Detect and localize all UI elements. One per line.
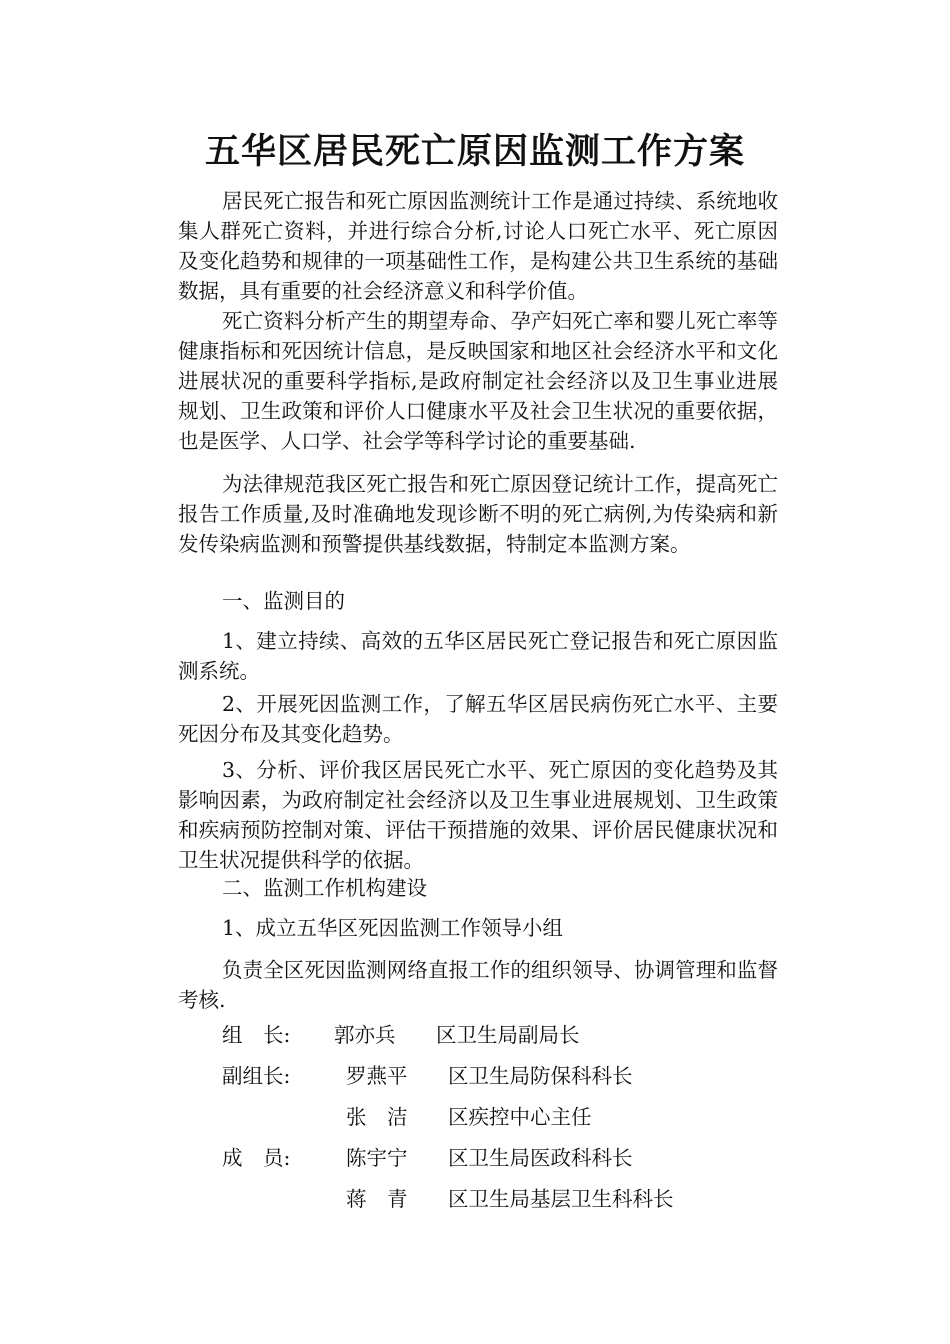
section-1-item-2: 2、开展死因监测工作，了解五华区居民病伤死亡水平、主要死因分布及其变化趋势。 [178,692,778,746]
member-name: 郭亦兵 [334,1023,396,1047]
member-role: 成 员: [222,1146,291,1170]
member-name: 蒋 青 [346,1187,408,1211]
member-post: 区卫生局防保科科长 [448,1064,633,1088]
member-post: 区卫生局医政科科长 [448,1146,633,1170]
section-1-item-3: 3、分析、评价我区居民死亡水平、死亡原因的变化趋势及其影响因素，为政府制定社会经济以及卫生事业进展规划、卫生政策和疾病预防控制对策、评估干预措施的效果、评价居民健康状况和卫生状况提供科学的依据。 [178,758,778,872]
document-title: 五华区居民死亡原因监测工作方案 [204,132,745,172]
member-name: 罗燕平 [346,1064,408,1088]
section-2-heading: 二、监测工作机构建设 [222,876,427,900]
intro-paragraph-1: 居民死亡报告和死亡原因监测统计工作是通过持续、系统地收集人群死亡资料，并进行综合分析,讨论人口死亡水平、死亡原因及变化趋势和规律的一项基础性工作，是构建公共卫生系统的基础数据，具有重要的社会经济意义和科学价值。 [178,189,778,303]
member-post: 区疾控中心主任 [448,1105,592,1129]
member-post: 区卫生局基层卫生科科长 [448,1187,674,1211]
member-post: 区卫生局副局长 [436,1023,580,1047]
member-role: 组 长: [222,1023,291,1047]
member-name: 陈宇宁 [346,1146,408,1170]
member-name: 张 洁 [346,1105,408,1129]
intro-paragraph-2: 死亡资料分析产生的期望寿命、孕产妇死亡率和婴儿死亡率等健康指标和死因统计信息，是反映国家和地区社会经济水平和文化进展状况的重要科学指标,是政府制定社会经济以及卫生事业进展规划、卫生政策和评价人口健康水平及社会卫生状况的重要依据，也是医学、人口学、社会学等科学讨论的重要基础. [178,309,778,453]
section-1-item-1: 1、建立持续、高效的五华区居民死亡登记报告和死亡原因监测系统。 [178,629,778,683]
intro-paragraph-3: 为法律规范我区死亡报告和死亡原因登记统计工作，提高死亡报告工作质量,及时准确地发现诊断不明的死亡病例,为传染病和新发传染病监测和预警提供基线数据，特制定本监测方案。 [178,472,778,556]
section-2-subheading-1: 1、成立五华区死因监测工作领导小组 [222,916,564,940]
section-2-description: 负责全区死因监测网络直报工作的组织领导、协调管理和监督考核. [178,958,778,1012]
member-role: 副组长: [222,1064,291,1088]
section-1-heading: 一、监测目的 [222,589,345,613]
